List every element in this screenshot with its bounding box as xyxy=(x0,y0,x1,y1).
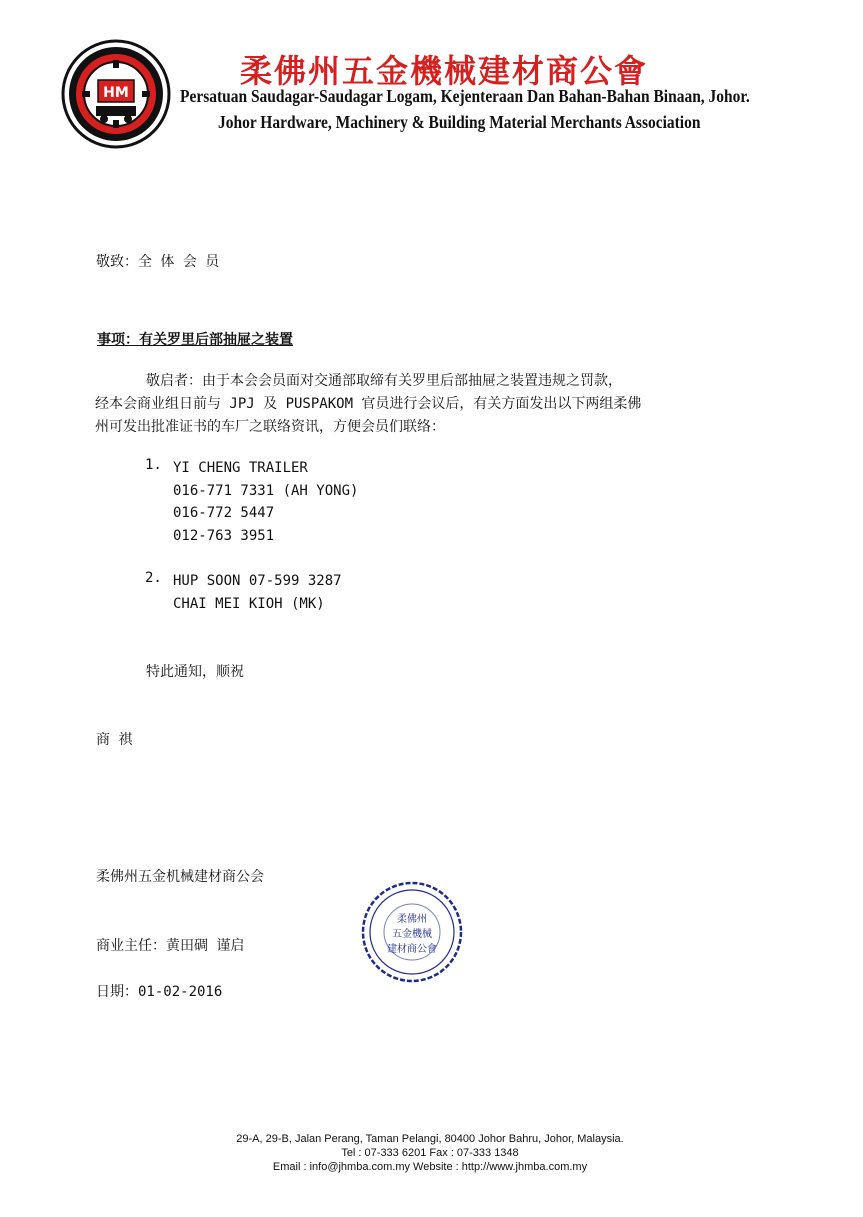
contact-phone: 016-771 7331 (AH YONG) xyxy=(173,482,359,499)
subject-line: 事项：有关罗里后部抽屉之装置 xyxy=(97,332,293,348)
closing-line: 特此通知，顺祝 xyxy=(146,664,244,680)
regards: 商 祺 xyxy=(96,732,133,748)
stamp-text-line-2: 五金機械 xyxy=(392,929,432,940)
stamp-text-line-1: 柔佛州 xyxy=(397,914,427,925)
association-logo xyxy=(60,38,172,150)
letter-date: 日期：01-02-2016 xyxy=(96,984,223,1000)
stamp-text-line-3: 建材商公會 xyxy=(387,944,437,955)
association-stamp xyxy=(360,880,464,984)
contact-name: HUP SOON 07-599 3287 xyxy=(173,573,342,589)
list-number: 1. xyxy=(145,457,162,473)
list-item xyxy=(145,570,358,615)
contact-phone: 012-763 3951 xyxy=(173,527,275,544)
body-line-3: 州可发出批准证书的车厂之联络资讯，方便会员们联络： xyxy=(95,419,445,435)
contact-phone: 016-772 5447 xyxy=(173,505,275,521)
body-line-2: 经本会商业组日前与 JPJ 及 PUSPAKOM 官员进行会议后，有关方面发出以下两组柔佛 xyxy=(95,396,642,412)
logo-emblem-icon xyxy=(60,38,172,150)
footer-address: 29-A, 29-B, Jalan Perang, Taman Pelangi, 80400 Johor Bahru, Johor, Malaysia. xyxy=(236,1133,624,1145)
footer-web: Email : info@jhmba.com.my Website : http://www.jhmba.com.my xyxy=(272,1161,588,1173)
contact-list xyxy=(145,457,358,615)
list-number: 2. xyxy=(145,570,162,586)
association-name-chinese: 柔佛州五金機械建材商公會 xyxy=(240,52,649,90)
contact-name: YI CHENG TRAILER xyxy=(173,460,308,476)
body-line-1: 敬启者：由于本会会员面对交通部取缔有关罗里后部抽屉之装置违规之罚款， xyxy=(146,373,622,389)
salutation: 敬致：全 体 会 员 xyxy=(96,254,220,270)
signature-signer: 商业主任：黄田碉 谨启 xyxy=(96,938,245,954)
signature-organization: 柔佛州五金机械建材商公会 xyxy=(96,869,264,885)
association-name-english: Johor Hardware, Machinery & Building Material Merchants Association xyxy=(218,112,701,132)
logo-mark: HM xyxy=(103,85,129,101)
list-item xyxy=(145,457,358,570)
association-name-malay: Persatuan Saudagar-Saudagar Logam, Kejenteraan Dan Bahan-Bahan Binaan, Johor. xyxy=(180,86,750,106)
footer-phone: Tel : 07-333 6201 Fax : 07-333 1348 xyxy=(341,1147,519,1159)
contact-person: CHAI MEI KIOH (MK) xyxy=(173,595,325,612)
